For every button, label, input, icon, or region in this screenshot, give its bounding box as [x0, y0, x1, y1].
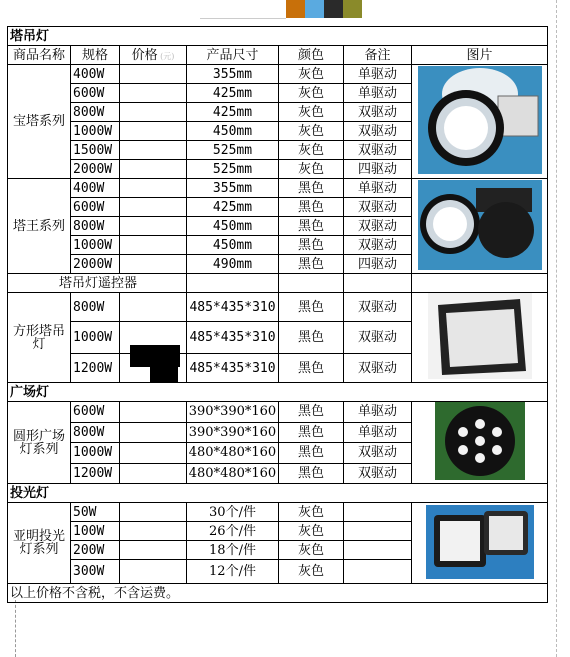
header-color: 颜色	[279, 46, 344, 65]
color-cell: 黑色	[279, 443, 344, 464]
footer-note: 以上价格不含税，不含运费。	[8, 584, 548, 603]
series-name: 圆形广场灯系列	[8, 402, 71, 484]
series-name: 亚明投光灯系列	[8, 503, 71, 584]
square-lamp-image	[428, 293, 532, 379]
size-cell: 390*390*160	[187, 422, 279, 443]
table-row	[8, 179, 548, 198]
note-cell: 双驱动	[344, 293, 412, 322]
header-size: 产品尺寸	[187, 46, 279, 65]
price-cell-redacted	[120, 179, 187, 198]
note-cell	[344, 560, 412, 584]
size-cell: 355mm	[187, 179, 279, 198]
spec-cell: 600W	[71, 402, 120, 423]
size-cell: 450mm	[187, 217, 279, 236]
price-cell-redacted	[120, 560, 187, 584]
round-plaza-lamp-image	[435, 402, 525, 480]
page-guide-line	[200, 18, 286, 19]
spec-cell: 800W	[71, 422, 120, 443]
page-break-guide	[15, 600, 16, 657]
table-row	[8, 402, 548, 423]
spec-cell: 1500W	[71, 141, 120, 160]
note-cell: 双驱动	[344, 443, 412, 464]
color-cell: 灰色	[279, 141, 344, 160]
size-cell: 26个/件	[187, 522, 279, 541]
size-cell: 390*390*160	[187, 402, 279, 423]
header-note: 备注	[344, 46, 412, 65]
size-cell: 12个/件	[187, 560, 279, 584]
color-cell: 灰色	[279, 503, 344, 522]
note-cell: 双驱动	[344, 236, 412, 255]
color-cell: 黑色	[279, 463, 344, 484]
note-cell: 四驱动	[344, 255, 412, 274]
spec-cell: 1200W	[71, 354, 120, 383]
series-name: 塔王系列	[8, 179, 71, 274]
spec-cell: 1200W	[71, 463, 120, 484]
color-cell: 灰色	[279, 103, 344, 122]
spec-cell: 200W	[71, 541, 120, 560]
note-cell	[344, 541, 412, 560]
price-cell-redacted	[120, 84, 187, 103]
table-row	[8, 293, 548, 322]
price-cell-redacted	[120, 443, 187, 464]
price-cell-redacted	[120, 160, 187, 179]
note-cell	[344, 503, 412, 522]
empty-cell	[344, 274, 412, 293]
size-cell: 425mm	[187, 84, 279, 103]
page-margin-guide	[556, 0, 557, 657]
note-cell: 双驱动	[344, 141, 412, 160]
header-image: 图片	[412, 46, 548, 65]
size-cell: 480*480*160	[187, 463, 279, 484]
size-cell: 480*480*160	[187, 443, 279, 464]
note-cell: 双驱动	[344, 103, 412, 122]
table-row	[8, 65, 548, 84]
spec-cell: 1000W	[71, 443, 120, 464]
spec-cell: 800W	[71, 217, 120, 236]
tower-king-lamp-image	[418, 180, 542, 270]
price-cell-redacted	[120, 402, 187, 423]
series-name: 宝塔系列	[8, 65, 71, 179]
price-cell-redacted	[120, 65, 187, 84]
size-cell: 425mm	[187, 103, 279, 122]
empty-cell	[187, 274, 279, 293]
product-image-cell	[412, 293, 548, 383]
spec-cell: 1000W	[71, 322, 120, 354]
color-cell: 灰色	[279, 541, 344, 560]
empty-cell	[412, 274, 548, 293]
empty-cell	[279, 274, 344, 293]
product-image-cell	[412, 503, 548, 584]
size-cell: 18个/件	[187, 541, 279, 560]
note-cell: 四驱动	[344, 160, 412, 179]
note-cell	[344, 522, 412, 541]
color-cell: 灰色	[279, 560, 344, 584]
note-cell: 单驱动	[344, 65, 412, 84]
size-cell: 485*435*310	[187, 293, 279, 322]
product-image-cell	[412, 179, 548, 274]
size-cell: 485*435*310	[187, 354, 279, 383]
price-cell-redacted	[120, 236, 187, 255]
spec-cell: 600W	[71, 198, 120, 217]
header-spec: 规格	[71, 46, 120, 65]
color-cell: 灰色	[279, 65, 344, 84]
spec-cell: 800W	[71, 293, 120, 322]
size-cell: 30个/件	[187, 503, 279, 522]
color-cell: 黑色	[279, 179, 344, 198]
note-cell: 双驱动	[344, 198, 412, 217]
size-cell: 450mm	[187, 236, 279, 255]
swatch-orange	[286, 0, 305, 18]
price-cell-redacted	[120, 541, 187, 560]
price-cell-redacted	[120, 217, 187, 236]
price-cell-redacted	[120, 141, 187, 160]
spec-cell: 400W	[71, 65, 120, 84]
header-price: 价格 (元)	[120, 46, 187, 65]
spec-cell: 1000W	[71, 236, 120, 255]
redaction-mark	[150, 355, 178, 383]
price-cell-redacted	[120, 463, 187, 484]
color-cell: 黑色	[279, 217, 344, 236]
pagoda-lamp-image	[418, 66, 542, 174]
color-cell: 黑色	[279, 422, 344, 443]
size-cell: 525mm	[187, 141, 279, 160]
spec-cell: 2000W	[71, 160, 120, 179]
series-name: 方形塔吊灯	[8, 293, 71, 383]
section-title-flood: 投光灯	[8, 484, 548, 503]
color-cell: 黑色	[279, 198, 344, 217]
price-cell-redacted	[120, 293, 187, 322]
price-cell-redacted	[120, 198, 187, 217]
price-cell-redacted	[120, 122, 187, 141]
color-cell: 黑色	[279, 402, 344, 423]
flood-lamp-image	[426, 505, 534, 579]
color-cell: 灰色	[279, 84, 344, 103]
color-cell: 灰色	[279, 122, 344, 141]
spec-cell: 600W	[71, 84, 120, 103]
note-cell: 双驱动	[344, 217, 412, 236]
note-cell: 双驱动	[344, 122, 412, 141]
note-cell: 单驱动	[344, 402, 412, 423]
color-cell: 黑色	[279, 322, 344, 354]
color-cell: 黑色	[279, 293, 344, 322]
size-cell: 490mm	[187, 255, 279, 274]
note-cell: 双驱动	[344, 322, 412, 354]
swatch-olive	[343, 0, 362, 18]
color-cell: 黑色	[279, 255, 344, 274]
color-cell: 黑色	[279, 236, 344, 255]
section-title-remote: 塔吊灯遥控器	[8, 274, 187, 293]
header-name: 商品名称	[8, 46, 71, 65]
section-title-tower: 塔吊灯	[8, 27, 548, 46]
spec-cell: 300W	[71, 560, 120, 584]
color-cell: 灰色	[279, 160, 344, 179]
size-cell: 355mm	[187, 65, 279, 84]
color-swatch-strip	[286, 0, 362, 18]
product-image-cell	[412, 65, 548, 179]
swatch-dark	[324, 0, 343, 18]
spec-cell: 1000W	[71, 122, 120, 141]
size-cell: 525mm	[187, 160, 279, 179]
note-cell: 单驱动	[344, 422, 412, 443]
spec-cell: 400W	[71, 179, 120, 198]
note-cell: 双驱动	[344, 463, 412, 484]
price-cell-redacted	[120, 103, 187, 122]
table-row	[8, 503, 548, 522]
size-cell: 485*435*310	[187, 322, 279, 354]
note-cell: 双驱动	[344, 354, 412, 383]
spec-cell: 2000W	[71, 255, 120, 274]
spec-cell: 100W	[71, 522, 120, 541]
size-cell: 425mm	[187, 198, 279, 217]
section-title-plaza: 广场灯	[8, 383, 548, 402]
price-cell-redacted	[120, 255, 187, 274]
product-image-cell	[412, 402, 548, 484]
color-cell: 灰色	[279, 522, 344, 541]
spec-cell: 50W	[71, 503, 120, 522]
price-cell-redacted	[120, 503, 187, 522]
swatch-blue	[305, 0, 324, 18]
price-cell-redacted	[120, 422, 187, 443]
color-cell: 黑色	[279, 354, 344, 383]
spec-cell: 800W	[71, 103, 120, 122]
price-cell-redacted	[120, 522, 187, 541]
size-cell: 450mm	[187, 122, 279, 141]
price-sheet-table	[7, 26, 548, 603]
note-cell: 单驱动	[344, 179, 412, 198]
note-cell: 单驱动	[344, 84, 412, 103]
